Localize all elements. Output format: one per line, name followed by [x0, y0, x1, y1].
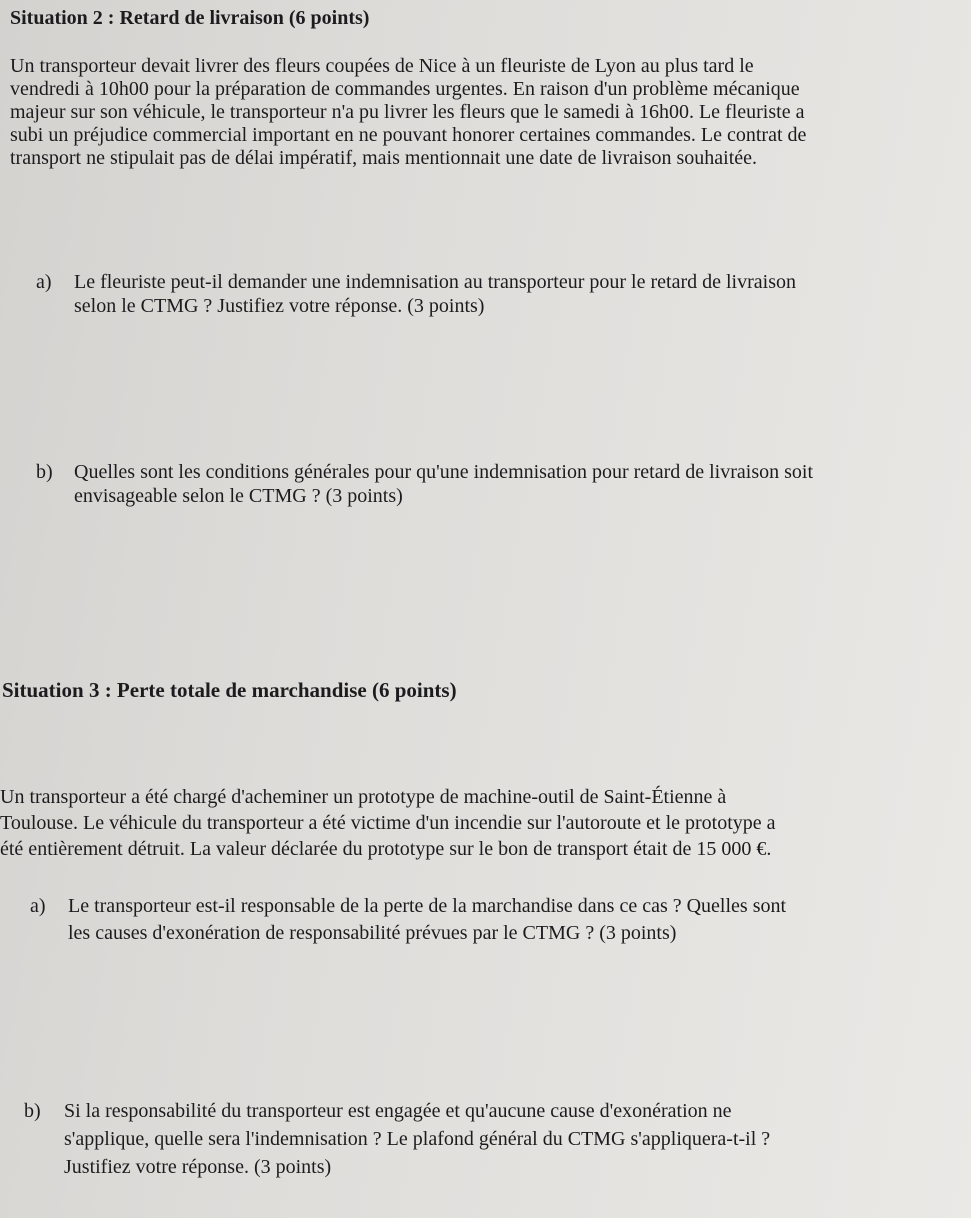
situation-2-intro [10, 55, 806, 170]
question-marker: a) [36, 271, 52, 293]
question-line: les causes d'exonération de responsabilité prévues par le CTMG ? (3 points) [68, 922, 677, 944]
question-line: Si la responsabilité du transporteur est engagée et qu'aucune cause d'exonération ne [64, 1100, 732, 1122]
intro-line: Toulouse. Le véhicule du transporteur a été victime d'un incendie sur l'autoroute et le prototype a [0, 812, 776, 834]
intro-line: transport ne stipulait pas de délai impératif, mais mentionnait une date de livraison souhaitée. [10, 147, 758, 169]
question-line: Justifiez votre réponse. (3 points) [64, 1156, 332, 1178]
question-marker: a) [30, 895, 46, 917]
situation-2-title: Situation 2 : Retard de livraison (6 points) [10, 7, 370, 29]
question-text [68, 893, 786, 947]
question-text [64, 1097, 770, 1181]
intro-line: vendredi à 10h00 pour la préparation de commandes urgentes. En raison d'un problème mécanique [10, 78, 800, 100]
situation-3-title: Situation 3 : Perte totale de marchandise (6 points) [2, 678, 457, 702]
question-line: s'applique, quelle sera l'indemnisation ? Le plafond général du CTMG s'appliquera-t-il ? [64, 1128, 771, 1150]
question-line: selon le CTMG ? Justifiez votre réponse. (3 points) [74, 295, 485, 317]
intro-line: majeur sur son véhicule, le transporteur n'a pu livrer les fleurs que le samedi à 16h00. Le fleuriste a [10, 101, 805, 123]
question-line: Quelles sont les conditions générales pour qu'une indemnisation pour retard de livraison soit [74, 461, 814, 483]
intro-line: été entièrement détruit. La valeur déclarée du prototype sur le bon de transport était de 15 000 €. [0, 838, 772, 860]
situation-3-intro [0, 784, 776, 862]
question-text [74, 460, 813, 508]
intro-line: Un transporteur a été chargé d'acheminer un prototype de machine-outil de Saint-Étienne à [0, 786, 727, 808]
intro-line: subi un préjudice commercial important en ne pouvant honorer certaines commandes. Le contrat de [10, 124, 807, 146]
question-marker: b) [24, 1100, 41, 1122]
question-text [74, 270, 796, 318]
intro-line: Un transporteur devait livrer des fleurs coupées de Nice à un fleuriste de Lyon au plus tard le [10, 55, 754, 77]
question-line: envisageable selon le CTMG ? (3 points) [74, 485, 403, 507]
question-line: Le transporteur est-il responsable de la perte de la marchandise dans ce cas ? Quelles sont [68, 895, 787, 917]
question-marker: b) [36, 461, 53, 483]
question-line: Le fleuriste peut-il demander une indemnisation au transporteur pour le retard de livraison [74, 271, 796, 293]
